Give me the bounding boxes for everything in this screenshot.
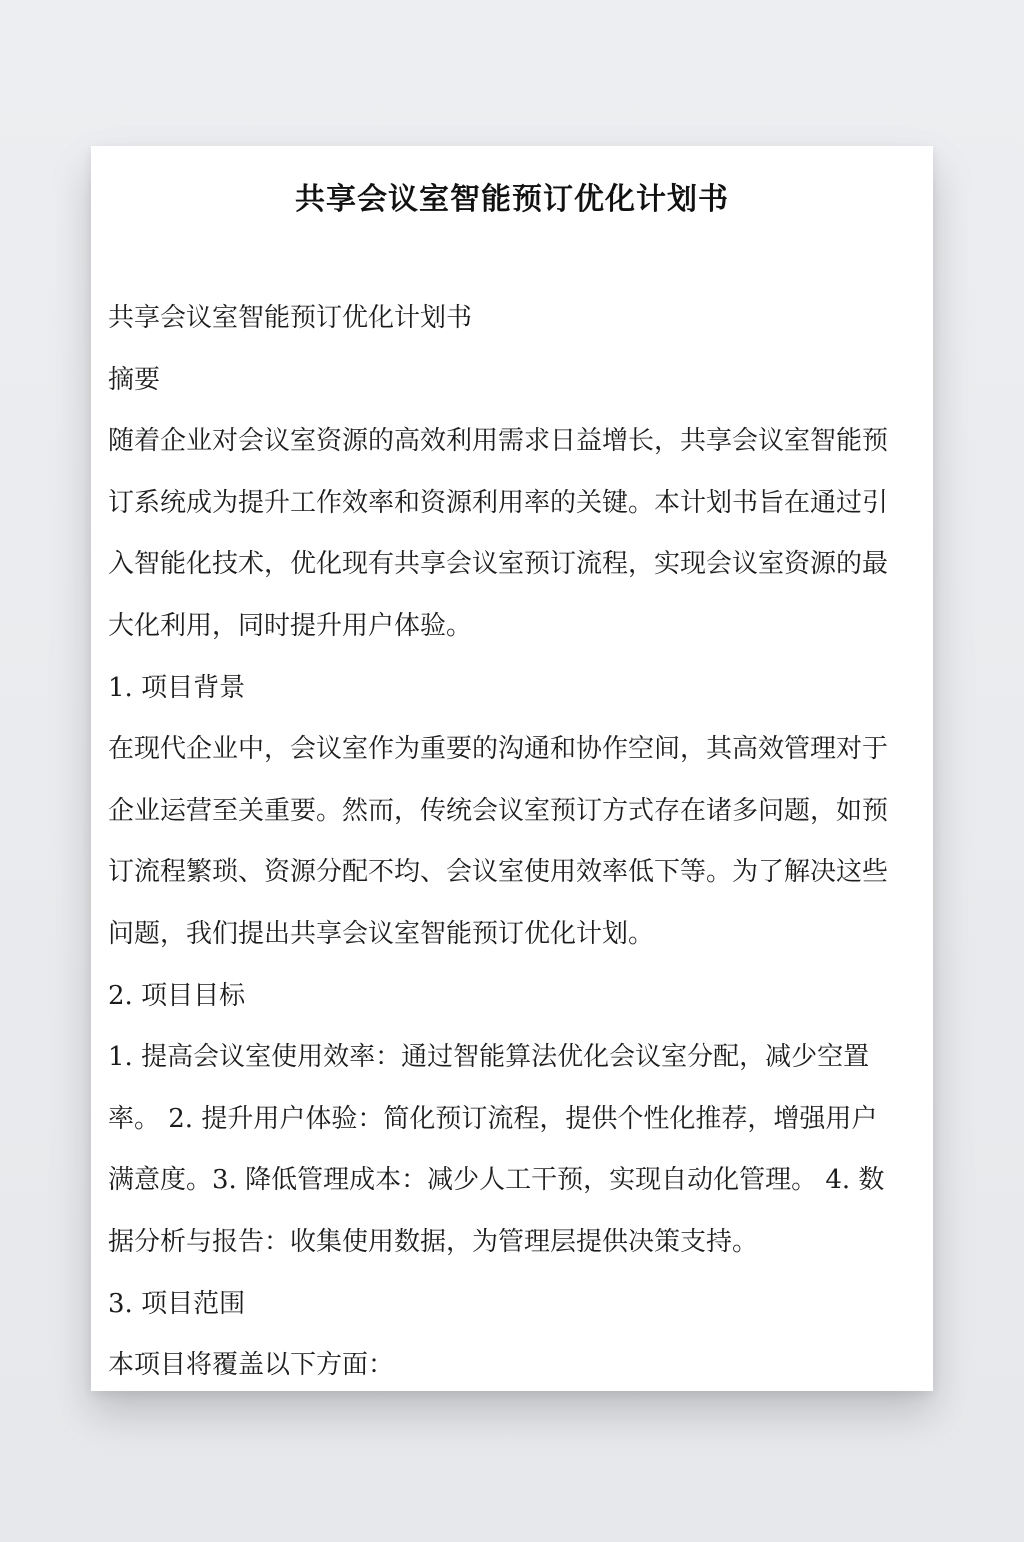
abstract-line-2: 订系统成为提升工作效率和资源利用率的关键。本计划书旨在通过引 — [108, 487, 889, 518]
goals-line-4: 据分析与报告：收集使用数据，为管理层提供决策支持。 — [108, 1226, 759, 1257]
background-line-4: 问题，我们提出共享会议室智能预订优化计划。 — [108, 918, 655, 949]
document-page — [91, 146, 933, 1391]
background-line-1: 在现代企业中，会议室作为重要的沟通和协作空间，其高效管理对于 — [108, 734, 889, 765]
section-background-heading: 1. 项目背景 — [108, 672, 246, 703]
scope-line-1: 本项目将覆盖以下方面： — [108, 1350, 395, 1381]
abstract-line-4: 大化利用，同时提升用户体验。 — [108, 610, 473, 641]
background-line-3: 订流程繁琐、资源分配不均、会议室使用效率低下等。为了解决这些 — [108, 857, 889, 888]
section-abstract-heading: 摘要 — [108, 364, 161, 395]
goals-line-1: 1. 提高会议室使用效率：通过智能算法优化会议室分配，减少空置 — [108, 1042, 870, 1073]
section-scope-heading: 3. 项目范围 — [108, 1288, 246, 1319]
goals-line-3: 满意度。3. 降低管理成本：减少人工干预，实现自动化管理。 4. 数 — [108, 1165, 885, 1196]
background-line-2: 企业运营至关重要。然而，传统会议室预订方式存在诸多问题，如预 — [108, 795, 889, 826]
goals-line-2: 率。 2. 提升用户体验：简化预订流程，提供个性化推荐，增强用户 — [108, 1103, 878, 1134]
document-title: 共享会议室智能预订优化计划书 — [295, 182, 729, 217]
document-body — [108, 296, 917, 1391]
section-goals-heading: 2. 项目目标 — [108, 980, 246, 1011]
abstract-line-3: 入智能化技术，优化现有共享会议室预订流程，实现会议室资源的最 — [108, 549, 889, 580]
body-line-heading: 共享会议室智能预订优化计划书 — [108, 303, 473, 333]
abstract-line-1: 随着企业对会议室资源的高效利用需求日益增长，共享会议室智能预 — [108, 426, 889, 457]
